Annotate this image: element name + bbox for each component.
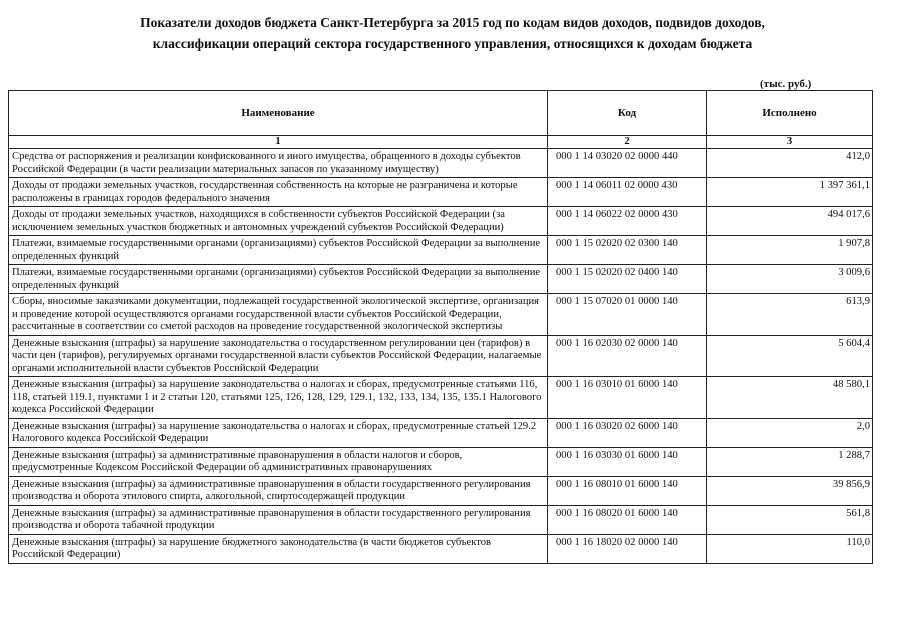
row-name-cell: Доходы от продажи земельных участков, находящихся в собственности субъектов Российской Федерации (за исключением земельных участков бюджетных и автономных учреждений субъектов Российской Федерации) bbox=[9, 207, 548, 236]
column-number: 1 bbox=[9, 136, 548, 149]
table-row bbox=[9, 447, 873, 476]
table-row bbox=[9, 335, 873, 377]
table-row bbox=[9, 149, 873, 178]
row-amount-cell: 1 397 361,1 bbox=[707, 178, 873, 207]
units-label: (тыс. руб.) bbox=[760, 78, 812, 90]
table-row bbox=[9, 534, 873, 563]
row-name-cell: Средства от распоряжения и реализации конфискованного и иного имущества, обращенного в доходы субъектов Российской Федерации (в части реализации материальных запасов по указанному имуществу) bbox=[9, 149, 548, 178]
row-name-cell: Денежные взыскания (штрафы) за нарушение законодательства о налогах и сборах, предусмотренные статьей 129.2 Налогового кодекса Российской Федерации bbox=[9, 418, 548, 447]
table-row bbox=[9, 294, 873, 336]
row-amount-cell: 1 288,7 bbox=[707, 447, 873, 476]
row-amount-cell: 48 580,1 bbox=[707, 377, 873, 419]
row-amount-cell: 39 856,9 bbox=[707, 476, 873, 505]
table-row bbox=[9, 207, 873, 236]
row-code-cell: 000 1 16 08010 01 6000 140 bbox=[548, 476, 707, 505]
row-code-cell: 000 1 14 06022 02 0000 430 bbox=[548, 207, 707, 236]
row-amount-cell: 1 907,8 bbox=[707, 236, 873, 265]
table-row bbox=[9, 236, 873, 265]
title-line-2: классификации операций сектора государственного управления, относящихся к доходам бюджета bbox=[152, 36, 753, 51]
row-code-cell: 000 1 14 06011 02 0000 430 bbox=[548, 178, 707, 207]
revenue-table bbox=[8, 90, 873, 564]
table-row bbox=[9, 377, 873, 419]
row-code-cell: 000 1 16 18020 02 0000 140 bbox=[548, 534, 707, 563]
row-name-cell: Денежные взыскания (штрафы) за нарушение законодательства о налогах и сборах, предусмотренные статьями 116, 118, статьей 119.1, пунктами 1 и 2 статьи 120, статьями 125, 126, 128, 129, 129.1, 132, 133, 134, 135, 135.1 Налогового кодекса Российской Федерации bbox=[9, 377, 548, 419]
table-row bbox=[9, 178, 873, 207]
row-code-cell: 000 1 16 03020 02 6000 140 bbox=[548, 418, 707, 447]
row-amount-cell: 613,9 bbox=[707, 294, 873, 336]
table-row bbox=[9, 265, 873, 294]
table-row bbox=[9, 476, 873, 505]
row-code-cell: 000 1 16 03030 01 6000 140 bbox=[548, 447, 707, 476]
header-name: Наименование bbox=[9, 91, 548, 136]
row-code-cell: 000 1 14 03020 02 0000 440 bbox=[548, 149, 707, 178]
row-name-cell: Платежи, взимаемые государственными органами (организациями) субъектов Российской Федерации за выполнение определенных функций bbox=[9, 236, 548, 265]
title-line-1: Показатели доходов бюджета Санкт-Петербурга за 2015 год по кодам видов доходов, подвидов доходов, bbox=[140, 15, 765, 30]
row-name-cell: Денежные взыскания (штрафы) за нарушение законодательства о государственном регулировании цен (тарифов) в части цен (тарифов), регулируемых органами государственной власти субъектов Российской Федерации, налагаемые органами исполнительной власти субъектов Российской Федерации bbox=[9, 335, 548, 377]
header-row bbox=[9, 91, 873, 136]
row-code-cell: 000 1 16 02030 02 0000 140 bbox=[548, 335, 707, 377]
row-code-cell: 000 1 16 03010 01 6000 140 bbox=[548, 377, 707, 419]
column-number-row bbox=[9, 136, 873, 149]
row-code-cell: 000 1 15 02020 02 0300 140 bbox=[548, 236, 707, 265]
row-name-cell: Платежи, взимаемые государственными органами (организациями) субъектов Российской Федерации за выполнение определенных функций bbox=[9, 265, 548, 294]
row-code-cell: 000 1 16 08020 01 6000 140 bbox=[548, 505, 707, 534]
row-code-cell: 000 1 15 02020 02 0400 140 bbox=[548, 265, 707, 294]
column-number: 2 bbox=[548, 136, 707, 149]
row-amount-cell: 5 604,4 bbox=[707, 335, 873, 377]
header-amount: Исполнено bbox=[707, 91, 873, 136]
row-name-cell: Денежные взыскания (штрафы) за административные правонарушения в области налогов и сборов, предусмотренные Кодексом Российской Федерации об административных правонарушениях bbox=[9, 447, 548, 476]
row-name-cell: Доходы от продажи земельных участков, государственная собственность на которые не разграничена и которые расположены в границах городов федерального значения bbox=[9, 178, 548, 207]
row-amount-cell: 2,0 bbox=[707, 418, 873, 447]
row-amount-cell: 3 009,6 bbox=[707, 265, 873, 294]
row-amount-cell: 110,0 bbox=[707, 534, 873, 563]
table-row bbox=[9, 505, 873, 534]
column-number: 3 bbox=[707, 136, 873, 149]
table-row bbox=[9, 418, 873, 447]
row-name-cell: Денежные взыскания (штрафы) за административные правонарушения в области государственного регулирования производства и оборота табачной продукции bbox=[9, 505, 548, 534]
row-name-cell: Денежные взыскания (штрафы) за административные правонарушения в области государственного регулирования производства и оборота этилового спирта, алкогольной, спиртосодержащей продукции bbox=[9, 476, 548, 505]
row-amount-cell: 494 017,6 bbox=[707, 207, 873, 236]
row-amount-cell: 561,8 bbox=[707, 505, 873, 534]
header-code: Код bbox=[548, 91, 707, 136]
row-code-cell: 000 1 15 07020 01 0000 140 bbox=[548, 294, 707, 336]
row-name-cell: Сборы, вносимые заказчиками документации, подлежащей государственной экологической экспертизе, организация и проведение которой осуществляются органами государственной власти субъектов Российской Федерации, рассчитанные в соответствии со сметой расходов на проведение государственной экологической экспертизы bbox=[9, 294, 548, 336]
row-amount-cell: 412,0 bbox=[707, 149, 873, 178]
row-name-cell: Денежные взыскания (штрафы) за нарушение бюджетного законодательства (в части бюджетов субъектов Российской Федерации) bbox=[9, 534, 548, 563]
document-title bbox=[0, 12, 905, 54]
